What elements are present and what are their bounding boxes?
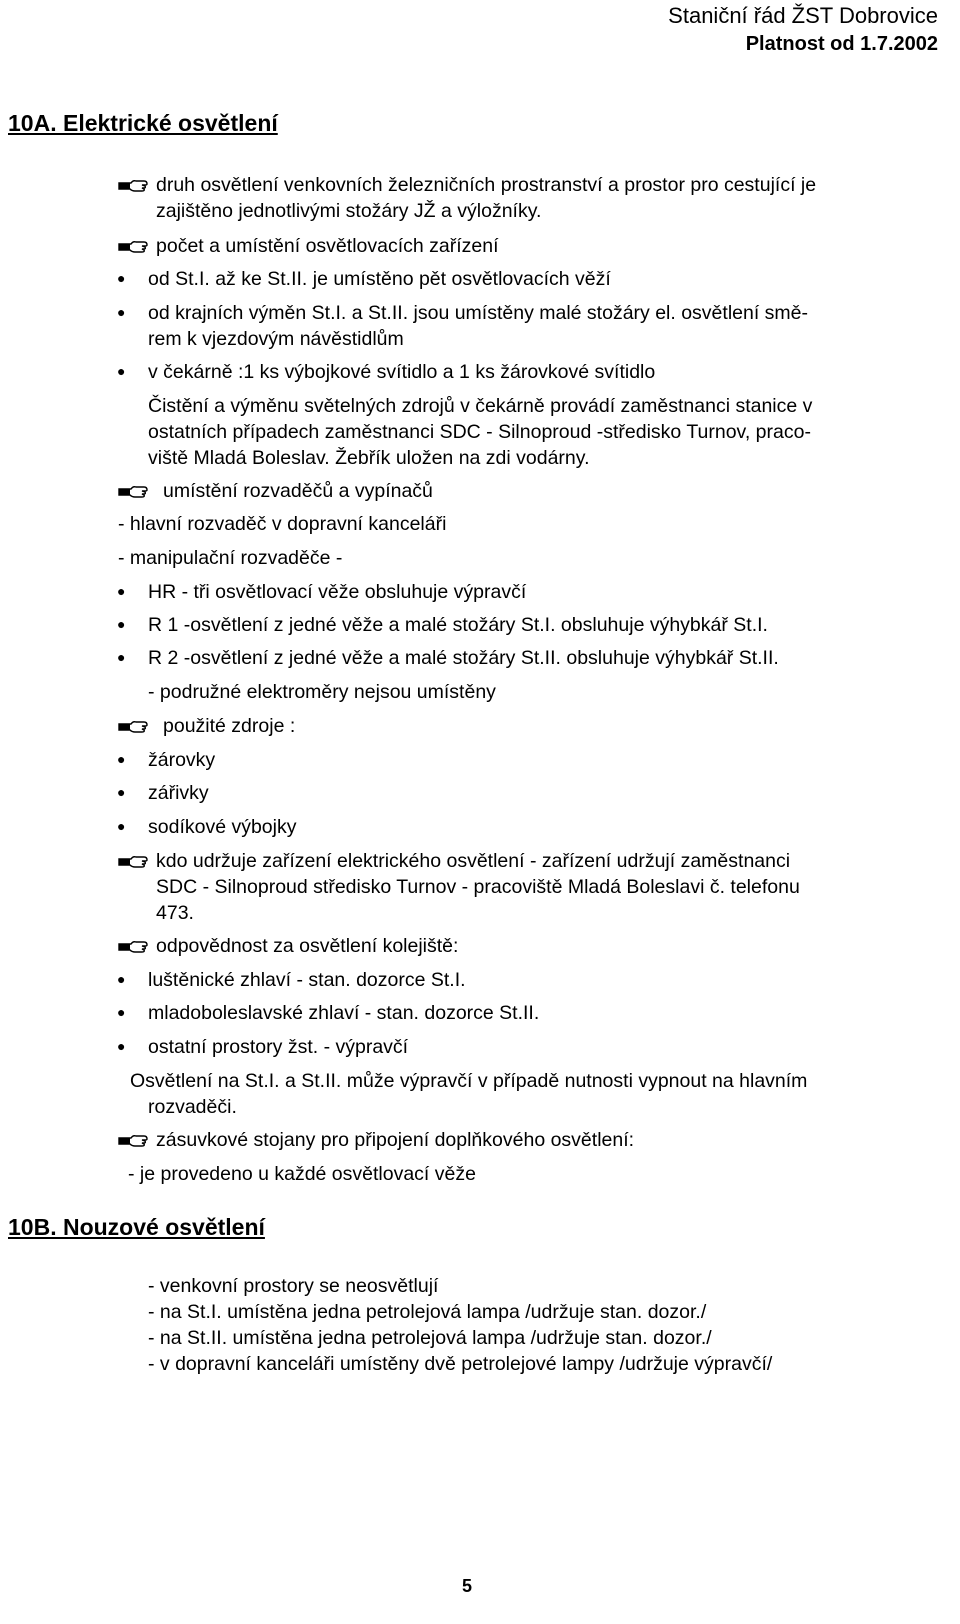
bullet-dot-icon: ● — [117, 1004, 126, 1020]
bullet-dot-icon: ● — [117, 649, 126, 665]
list-item: ostatní prostory žst. - výpravčí — [148, 1036, 409, 1058]
list-item: zářivky — [148, 782, 209, 804]
list-item: od St.I. až ke St.II. je umístěno pět osvětlovacích věží — [148, 268, 611, 290]
bullet-dot-icon: ● — [117, 971, 126, 987]
list-item: sodíkové výbojky — [148, 816, 297, 838]
paragraph-line: druh osvětlení venkovních železničních prostranství a prostor pro cestující je — [156, 174, 817, 196]
paragraph-line: zajištěno jednotlivými stožáry JŽ a výložníky. — [156, 200, 542, 222]
paragraph-line: kdo udržuje zařízení elektrického osvětlení - zařízení udržují zaměstnanci — [156, 850, 791, 872]
pointing-hand-icon — [118, 855, 148, 869]
pointing-hand-icon — [118, 1134, 148, 1148]
bullet-dot-icon: ● — [117, 784, 126, 800]
dash-line: - hlavní rozvaděč v dopravní kanceláři — [118, 513, 447, 535]
bullet-dot-icon: ● — [117, 616, 126, 632]
note-line: ostatních případech zaměstnanci SDC - Silnoproud -středisko Turnov, praco- — [148, 421, 811, 443]
list-line: - venkovní prostory se neosvětlují — [148, 1275, 439, 1297]
paragraph-line: použité zdroje : — [163, 715, 296, 737]
bullet-dot-icon: ● — [117, 1038, 126, 1054]
list-line: - v dopravní kanceláři umístěny dvě petrolejové lampy /udržuje výpravčí/ — [148, 1353, 773, 1375]
note-line: rozvaděči. — [148, 1096, 237, 1118]
note-line: viště Mladá Boleslav. Žebřík uložen na zdi vodárny. — [148, 447, 590, 469]
paragraph-line: odpovědnost za osvětlení kolejiště: — [156, 935, 459, 957]
pointing-hand-icon — [118, 240, 148, 254]
dash-line: - podružné elektroměry nejsou umístěny — [148, 681, 496, 703]
bullet-dot-icon: ● — [117, 751, 126, 767]
bullet-dot-icon: ● — [117, 363, 126, 379]
paragraph-line: zásuvkové stojany pro připojení doplňkového osvětlení: — [156, 1129, 635, 1151]
list-item: v čekárně :1 ks výbojkové svítidlo a 1 ks žárovkové svítidlo — [148, 361, 656, 383]
paragraph-line: 473. — [156, 902, 194, 924]
pointing-hand-icon — [118, 940, 148, 954]
paragraph-line: SDC - Silnoproud středisko Turnov - pracoviště Mladá Boleslavi č. telefonu — [156, 876, 800, 898]
pointing-hand-icon — [118, 485, 148, 499]
list-item: mladoboleslavské zhlaví - stan. dozorce St.II. — [148, 1002, 540, 1024]
bullet-dot-icon: ● — [117, 304, 126, 320]
section-a-heading: 10A. Elektrické osvětlení — [8, 110, 278, 136]
dash-line: - manipulační rozvaděče - — [118, 547, 343, 569]
list-item: luštěnické zhlaví - stan. dozorce St.I. — [148, 969, 466, 991]
list-item: od krajních výměn St.I. a St.II. jsou umístěny malé stožáry el. osvětlení smě- — [148, 302, 809, 324]
paragraph-line: umístění rozvaděčů a vypínačů — [163, 480, 433, 502]
list-item-continuation: rem k vjezdovým návěstidlům — [148, 328, 404, 350]
bullet-dot-icon: ● — [117, 818, 126, 834]
paragraph-line: počet a umístění osvětlovacích zařízení — [156, 235, 499, 257]
list-item: R 2 -osvětlení z jedné věže a malé stožáry St.II. obsluhuje výhybkář St.II. — [148, 647, 779, 669]
list-item: HR - tři osvětlovací věže obsluhuje výpravčí — [148, 581, 527, 603]
dash-line: - je provedeno u každé osvětlovací věže — [128, 1163, 476, 1185]
list-line: - na St.II. umístěna jedna petrolejová lampa /udržuje stan. dozor./ — [148, 1327, 712, 1349]
section-b-heading: 10B. Nouzové osvětlení — [8, 1214, 265, 1240]
list-line: - na St.I. umístěna jedna petrolejová lampa /udržuje stan. dozor./ — [148, 1301, 707, 1323]
pointing-hand-icon — [118, 720, 148, 734]
page-number: 5 — [462, 1576, 473, 1596]
note-line: Osvětlení na St.I. a St.II. může výpravčí v případě nutnosti vypnout na hlavním — [130, 1070, 808, 1092]
document-title: Staniční řád ŽST Dobrovice — [668, 3, 938, 28]
note-line: Čistění a výměnu světelných zdrojů v čekárně provádí zaměstnanci stanice v — [148, 395, 813, 417]
list-item: žárovky — [148, 749, 216, 771]
bullet-dot-icon: ● — [117, 583, 126, 599]
list-item: R 1 -osvětlení z jedné věže a malé stožáry St.I. obsluhuje výhybkář St.I. — [148, 614, 768, 636]
bullet-dot-icon: ● — [117, 270, 126, 286]
pointing-hand-icon — [118, 179, 148, 193]
validity-date: Platnost od 1.7.2002 — [745, 33, 938, 55]
